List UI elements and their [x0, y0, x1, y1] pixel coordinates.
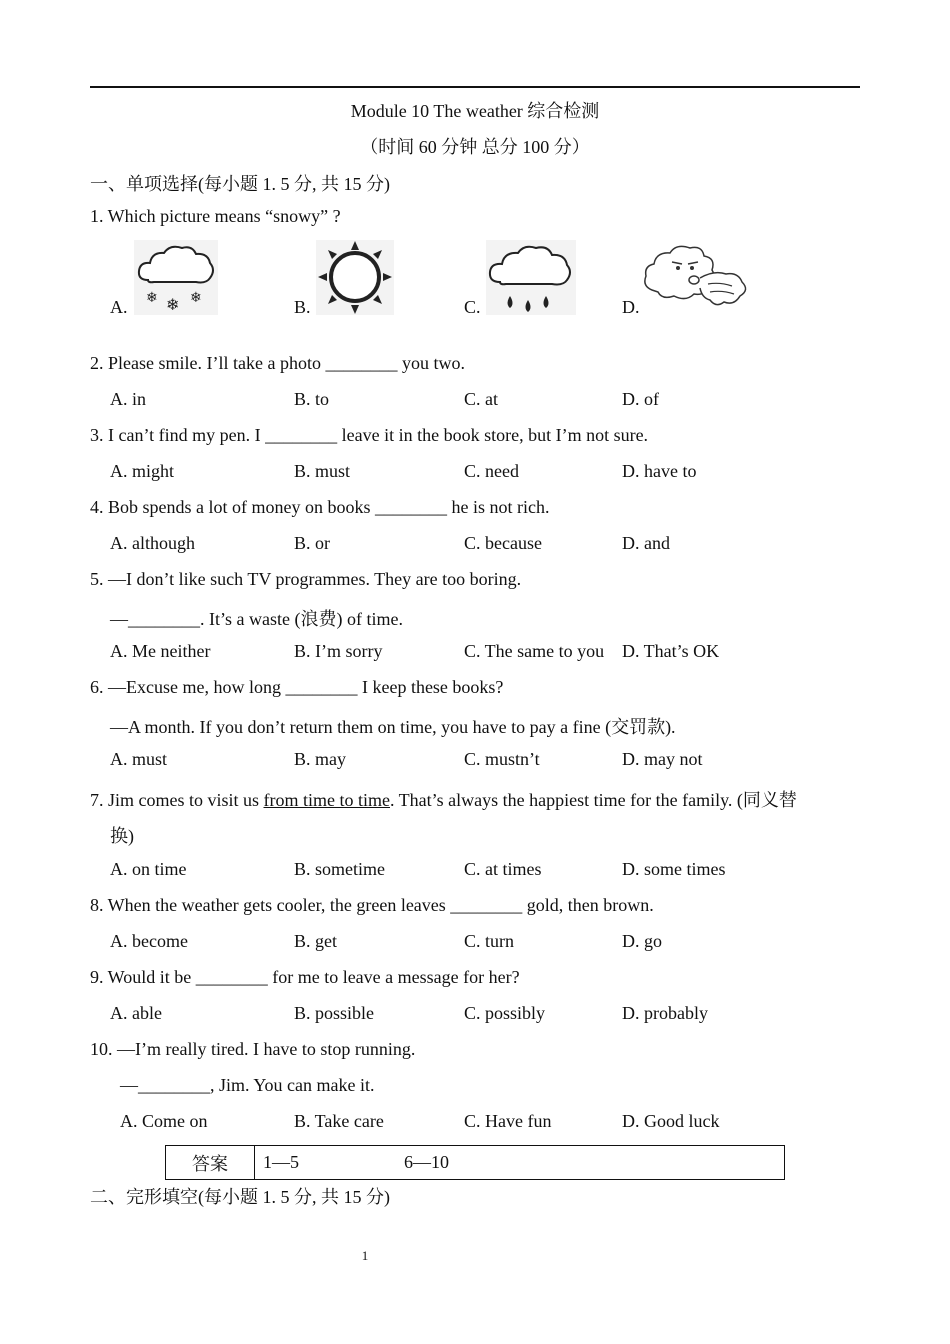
q8-option-c[interactable]: C. turn [464, 931, 515, 951]
header-rule [90, 86, 860, 88]
q5-option-d[interactable]: D. That’s OK [622, 641, 720, 661]
svg-text:❄: ❄ [190, 291, 202, 306]
question-8: 8. When the weather gets cooler, the green leaves ________ gold, then brown. [90, 895, 654, 915]
q10-option-b[interactable]: B. Take care [294, 1111, 384, 1131]
q2-option-c[interactable]: C. at [464, 389, 498, 409]
q7-stem-end: . That’s always the happiest time for the family. (同义替 [390, 790, 797, 810]
q3-option-c[interactable]: C. need [464, 461, 519, 481]
svg-text:❄: ❄ [166, 297, 180, 314]
q5-option-c[interactable]: C. The same to you [464, 641, 605, 661]
q2-option-b[interactable]: B. to [294, 389, 330, 409]
option-label: D. [622, 297, 640, 317]
q8-option-d[interactable]: D. go [622, 931, 662, 951]
q7-option-a[interactable]: A. on time [110, 859, 187, 879]
question-10-reply: —________, Jim. You can make it. [120, 1075, 375, 1095]
snow-cloud-icon [134, 240, 218, 315]
q9-option-a[interactable]: A. able [110, 1003, 162, 1023]
question-2: 2. Please smile. I’ll take a photo ________ you two. [90, 353, 465, 373]
section-heading-2: 二、完形填空(每小题 1. 5 分, 共 15 分) [90, 1187, 390, 1207]
q10-option-c[interactable]: C. Have fun [464, 1111, 552, 1131]
q4-option-a[interactable]: A. although [110, 533, 195, 553]
option-label: B. [294, 297, 311, 317]
question-3: 3. I can’t find my pen. I ________ leave it in the book store, but I’m not sure. [90, 425, 649, 445]
page-subtitle: （时间 60 分钟 总分 100 分） [360, 137, 590, 157]
section-heading-1: 一、单项选择(每小题 1. 5 分, 共 15 分) [90, 174, 390, 194]
page-title: Module 10 The weather 综合检测 [350, 101, 600, 121]
q1-option-b[interactable] [294, 240, 414, 320]
question-5-reply: —________. It’s a waste (浪费) of time. [110, 609, 403, 629]
option-label: A. [110, 297, 128, 317]
rain-cloud-icon [486, 240, 576, 315]
sun-icon [316, 240, 394, 315]
answer-range-6-10: 6—10 [404, 1152, 449, 1172]
q6-option-c[interactable]: C. mustn’t [464, 749, 540, 769]
option-label: C. [464, 297, 481, 317]
q2-option-d[interactable]: D. of [622, 389, 659, 409]
q7-option-c[interactable]: C. at times [464, 859, 542, 879]
answer-label: 答案 [166, 1146, 255, 1180]
question-6: 6. —Excuse me, how long ________ I keep these books? [90, 677, 504, 697]
wind-cloud-icon [642, 240, 752, 318]
q1-option-a[interactable] [110, 240, 230, 320]
q2-option-a[interactable]: A. in [110, 389, 146, 409]
q1-option-d[interactable] [622, 240, 762, 320]
question-6-reply: —A month. If you don’t return them on time, you have to pay a fine (交罚款). [110, 717, 676, 737]
question-4: 4. Bob spends a lot of money on books ________ he is not rich. [90, 497, 550, 517]
question-9: 9. Would it be ________ for me to leave a message for her? [90, 967, 520, 987]
question-1: 1. Which picture means “snowy” ? [90, 206, 341, 226]
q6-option-a[interactable]: A. must [110, 749, 168, 769]
q9-option-d[interactable]: D. probably [622, 1003, 708, 1023]
svg-text:❄: ❄ [146, 291, 158, 306]
q3-option-d[interactable]: D. have to [622, 461, 697, 481]
question-5: 5. —I don’t like such TV programmes. They are too boring. [90, 569, 522, 589]
q10-option-d[interactable]: D. Good luck [622, 1111, 720, 1131]
question-7-continued: 换) [110, 826, 134, 846]
q7-stem-start: 7. Jim comes to visit us [90, 790, 264, 810]
q10-option-a[interactable]: A. Come on [120, 1111, 208, 1131]
question-10: 10. —I’m really tired. I have to stop running. [90, 1039, 416, 1059]
q4-option-b[interactable]: B. or [294, 533, 330, 553]
answer-range-1-5: 1—5 [263, 1152, 299, 1172]
q4-option-c[interactable]: C. because [464, 533, 542, 553]
q5-option-a[interactable]: A. Me neither [110, 641, 211, 661]
q7-option-d[interactable]: D. some times [622, 859, 726, 879]
q5-option-b[interactable]: B. I’m sorry [294, 641, 383, 661]
q8-option-b[interactable]: B. get [294, 931, 337, 951]
q7-option-b[interactable]: B. sometime [294, 859, 385, 879]
answer-cell[interactable] [255, 1146, 785, 1180]
q3-option-b[interactable]: B. must [294, 461, 351, 481]
page-number: 1 [361, 1248, 369, 1263]
q8-option-a[interactable]: A. become [110, 931, 188, 951]
q1-option-c[interactable] [464, 240, 584, 320]
q7-underlined-phrase: from time to time [263, 790, 390, 810]
q6-option-d[interactable]: D. may not [622, 749, 703, 769]
q3-option-a[interactable]: A. might [110, 461, 175, 481]
q4-option-d[interactable]: D. and [622, 533, 670, 553]
q9-option-b[interactable]: B. possible [294, 1003, 375, 1023]
q9-option-c[interactable]: C. possibly [464, 1003, 546, 1023]
q6-option-b[interactable]: B. may [294, 749, 346, 769]
answer-table [165, 1145, 785, 1180]
question-7 [90, 786, 797, 812]
